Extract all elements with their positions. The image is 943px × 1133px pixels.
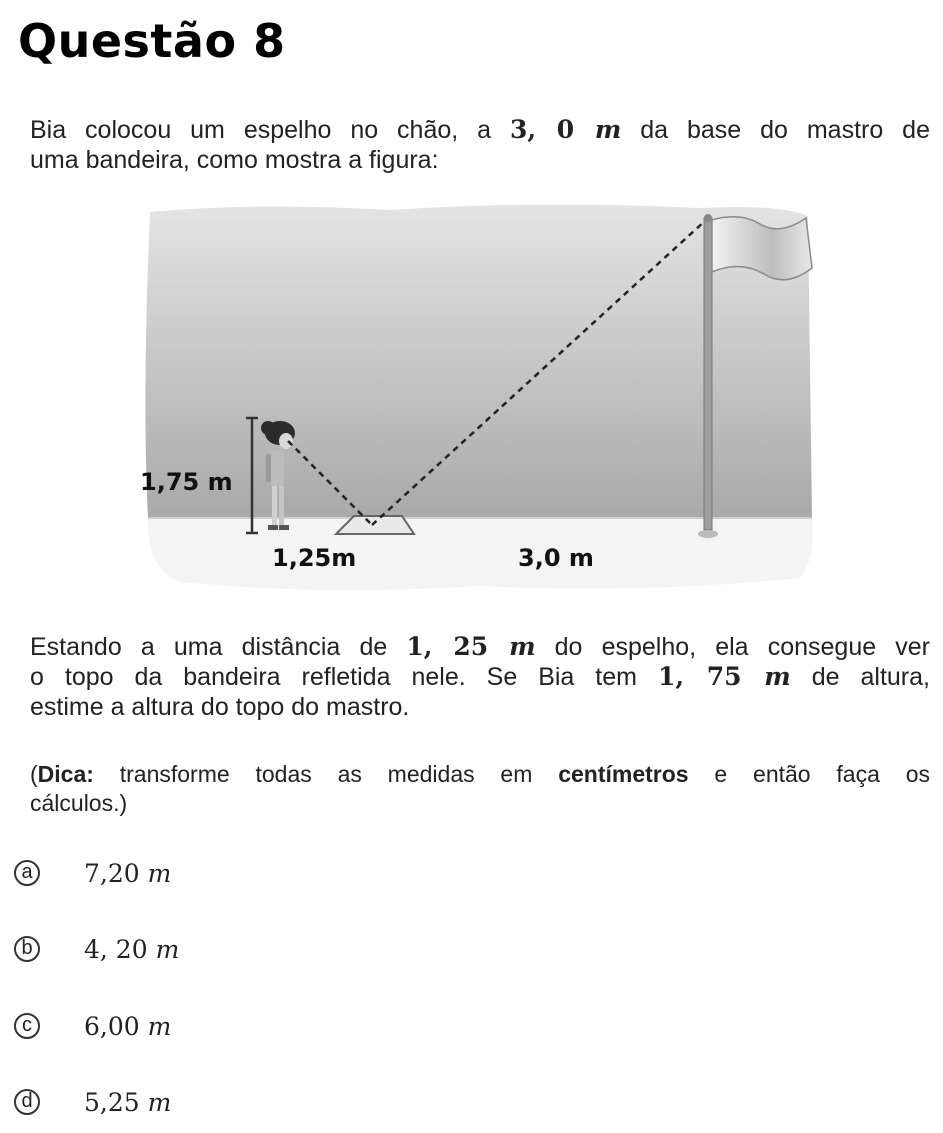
option-a[interactable] (14, 856, 171, 890)
hint-paragraph (30, 760, 930, 818)
option-d[interactable] (14, 1085, 171, 1119)
ground (148, 518, 813, 590)
option-c[interactable] (14, 1009, 171, 1043)
intro-text: Bia colocou um espelho no chão, a (30, 116, 510, 144)
intro-line-1 (30, 115, 930, 145)
label-height: 1,75 m (140, 468, 233, 496)
hint-line-1: (Dica: transforme todas as medidas em centímetros e então faça os (30, 761, 930, 787)
figure-illustration (140, 198, 820, 608)
option-d-text: 5,25 m (84, 1087, 172, 1117)
intro-line-2: uma bandeira, como mostra a figura: (30, 146, 439, 174)
option-b-bubble[interactable]: b (14, 936, 40, 962)
option-a-text: 7,20 m (84, 858, 172, 888)
flagpole (704, 218, 712, 530)
option-a-bubble[interactable]: a (14, 860, 40, 886)
distance-mirror-value: 1, 25 m (406, 632, 536, 661)
hint-label: Dica: (37, 761, 94, 787)
option-c-text: 6,00 m (84, 1011, 172, 1041)
body-paragraph (30, 632, 930, 722)
body-line-2: o topo da bandeira refletida nele. Se Bia tem 1, 75 m de altura, (30, 662, 930, 691)
intro-paragraph (30, 115, 930, 175)
hint-bold-word: centímetros (558, 761, 689, 787)
option-d-bubble[interactable]: d (14, 1089, 40, 1115)
distance-value: 3, 0 m (509, 115, 622, 144)
label-distance-bia-mirror: 1,25m (272, 544, 357, 572)
hint-line-2: cálculos.) (30, 790, 128, 816)
body-line-1: Estando a uma distância de 1, 25 m do espelho, ela consegue ver (30, 632, 930, 661)
mirror-flagpole-figure (140, 198, 820, 608)
intro-text-end: da base do mastro de (621, 116, 930, 144)
label-distance-mirror-pole: 3,0 m (518, 544, 594, 572)
question-title: Questão 8 (18, 14, 286, 68)
height-value: 1, 75 m (657, 662, 791, 691)
option-c-bubble[interactable]: c (14, 1013, 40, 1039)
body-line-3: estime a altura do topo do mastro. (30, 693, 410, 721)
option-b[interactable] (14, 932, 179, 966)
option-b-text: 4, 20 m (84, 934, 180, 964)
